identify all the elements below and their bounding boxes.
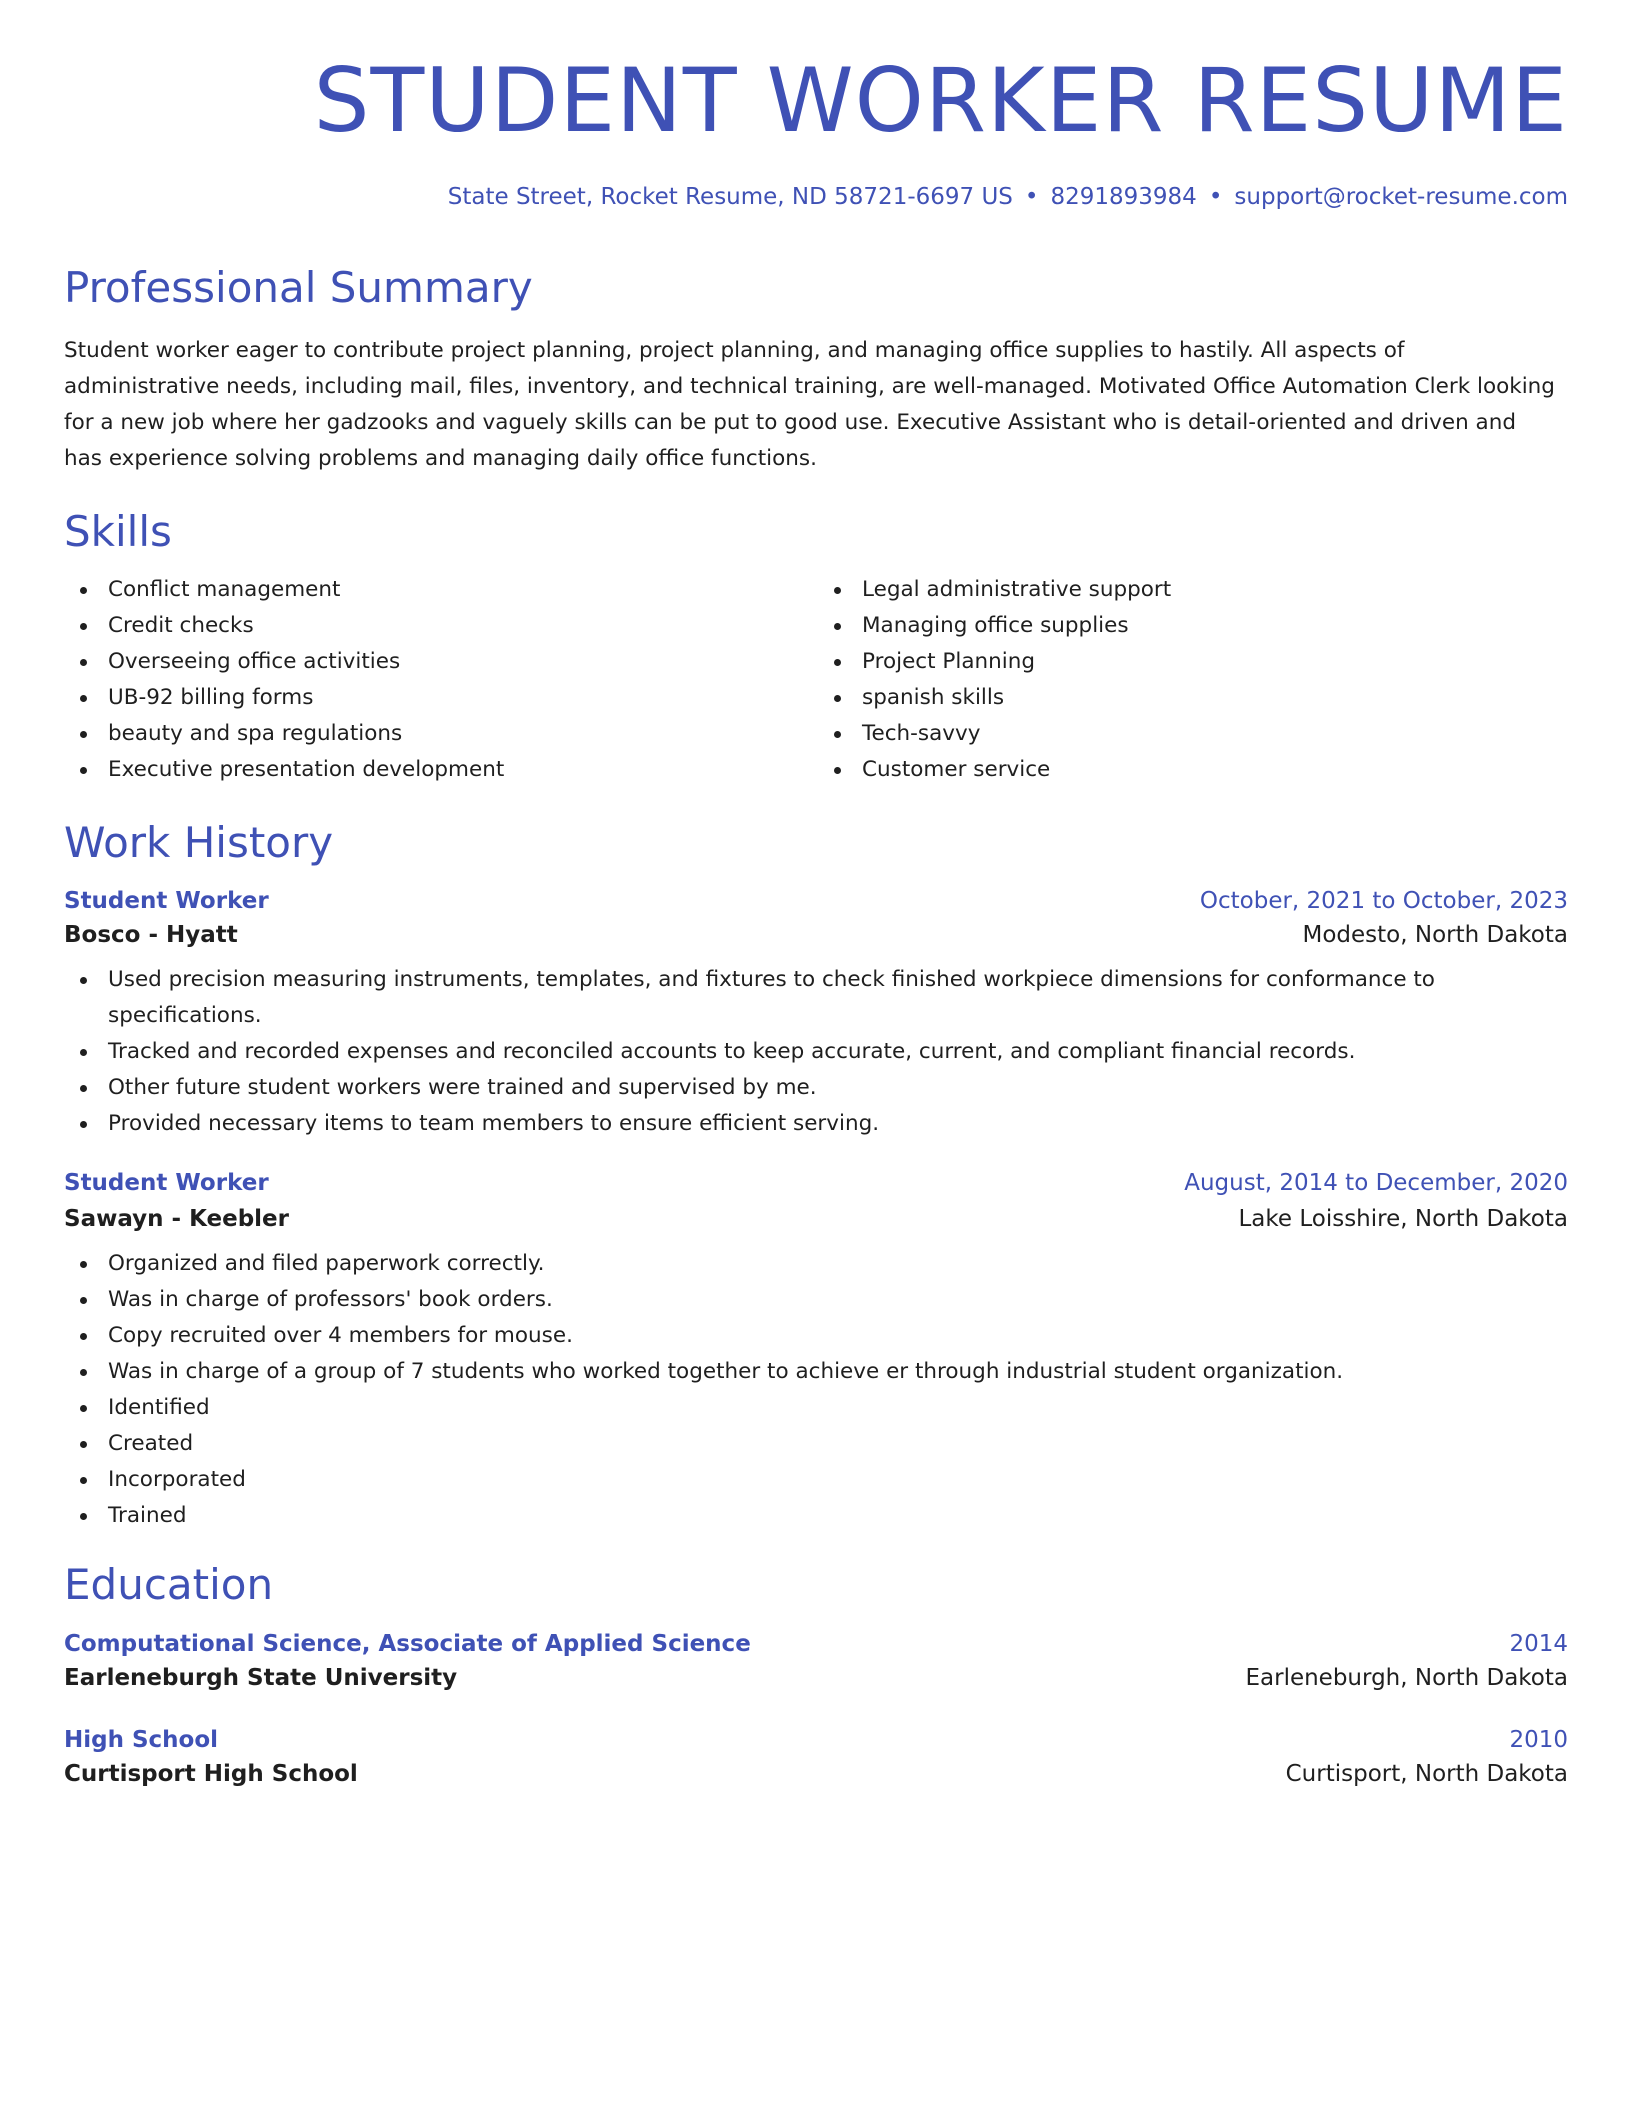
skills-heading: Skills	[64, 507, 172, 557]
summary-section	[64, 263, 1568, 477]
duty-item: Identified	[64, 1390, 1568, 1426]
job-entry	[64, 888, 1568, 1142]
job-title: Student Worker	[64, 1170, 269, 1197]
separator: •	[1024, 184, 1039, 211]
phone: 8291893984	[1050, 184, 1197, 211]
graduation-year: 2014	[1509, 1630, 1568, 1657]
graduation-year: 2010	[1509, 1726, 1568, 1753]
school-row	[64, 1761, 1568, 1787]
duty-item: Provided necessary items to team members to ensure efficient serving.	[64, 1106, 1568, 1142]
skill-item: UB-92 billing forms	[64, 680, 816, 716]
degree-row	[64, 1727, 1568, 1753]
job-location: Modesto, North Dakota	[1302, 922, 1568, 949]
degree: Computational Science, Associate of Applied Science	[64, 1630, 751, 1657]
skill-item: Overseeing office activities	[64, 644, 816, 680]
skill-item: Tech-savvy	[818, 716, 1568, 752]
degree-row	[64, 1631, 1568, 1657]
skills-list	[64, 572, 1568, 788]
summary-text: Student worker eager to contribute project planning, project planning, and managing office supplies to hastily. All aspects of administrative needs, including mail, files, inventory, and technical training, are well-managed. Motivated Office Automation Clerk looking for a new job where her gadzooks and vaguely skills can be put to good use. Executive Assistant who is detail-oriented and driven and has experience solving problems and managing daily office functions.	[64, 338, 1555, 472]
duty-item: Copy recruited over 4 members for mouse.	[64, 1318, 1568, 1354]
skill-item: Credit checks	[64, 608, 816, 644]
skill-item: Executive presentation development	[64, 752, 816, 788]
duty-item: Organized and filed paperwork correctly.	[64, 1246, 1568, 1282]
skills-column-right	[816, 572, 1568, 788]
email-link[interactable]: support@rocket-resume.com	[1234, 184, 1568, 211]
job-duties	[64, 1246, 1568, 1534]
job-title-row	[64, 1170, 1568, 1196]
job-org-row	[64, 1206, 1568, 1232]
duty-item: Tracked and recorded expenses and reconciled accounts to keep accurate, current, and compliant financial records.	[64, 1034, 1568, 1070]
skill-item: Conflict management	[64, 572, 816, 608]
school-name: Earleneburgh State University	[64, 1664, 458, 1691]
degree: High School	[64, 1726, 219, 1753]
school-row	[64, 1665, 1568, 1691]
duty-item: Other future student workers were trained and supervised by me.	[64, 1070, 1568, 1106]
skills-column-left	[64, 572, 816, 788]
duty-item: Created	[64, 1426, 1568, 1462]
skill-item: spanish skills	[818, 680, 1568, 716]
education-entry	[64, 1631, 1568, 1691]
resume-header	[64, 0, 1568, 213]
job-duties	[64, 962, 1568, 1142]
job-dates: August, 2014 to December, 2020	[1184, 1170, 1568, 1197]
skill-item: Project Planning	[818, 644, 1568, 680]
work-history-section	[64, 818, 1568, 1534]
duty-item: Was in charge of a group of 7 students who worked together to achieve er through industrial student organization.	[64, 1354, 1568, 1390]
duty-item: Was in charge of professors' book orders.	[64, 1282, 1568, 1318]
job-title: Student Worker	[64, 888, 269, 915]
education-heading: Education	[64, 1560, 274, 1610]
skill-item: Managing office supplies	[818, 608, 1568, 644]
contact-line	[64, 183, 1568, 213]
skill-item: beauty and spa regulations	[64, 716, 816, 752]
job-location: Lake Loisshire, North Dakota	[1238, 1206, 1568, 1233]
duty-item: Incorporated	[64, 1462, 1568, 1498]
school-location: Earleneburgh, North Dakota	[1245, 1664, 1568, 1691]
employer: Sawayn - Keebler	[64, 1206, 289, 1233]
skill-item: Customer service	[818, 752, 1568, 788]
job-org-row	[64, 922, 1568, 948]
employer: Bosco - Hyatt	[64, 922, 238, 949]
resume-title: STUDENT WORKER RESUME	[313, 49, 1568, 152]
job-title-row	[64, 888, 1568, 914]
summary-heading: Professional Summary	[64, 263, 533, 313]
separator: •	[1208, 184, 1223, 211]
skills-section	[64, 507, 1568, 787]
duty-item: Used precision measuring instruments, templates, and fixtures to check finished workpiece dimensions for conformance to specifications.	[64, 962, 1568, 1034]
education-section	[64, 1560, 1568, 1786]
job-dates: October, 2021 to October, 2023	[1199, 888, 1568, 915]
job-entry	[64, 1170, 1568, 1534]
skill-item: Legal administrative support	[818, 572, 1568, 608]
school-name: Curtisport High School	[64, 1760, 358, 1787]
school-location: Curtisport, North Dakota	[1285, 1760, 1568, 1787]
address: State Street, Rocket Resume, ND 58721-6697 US	[447, 184, 1013, 211]
education-entry	[64, 1727, 1568, 1787]
duty-item: Trained	[64, 1498, 1568, 1534]
work-history-heading: Work History	[64, 817, 334, 867]
